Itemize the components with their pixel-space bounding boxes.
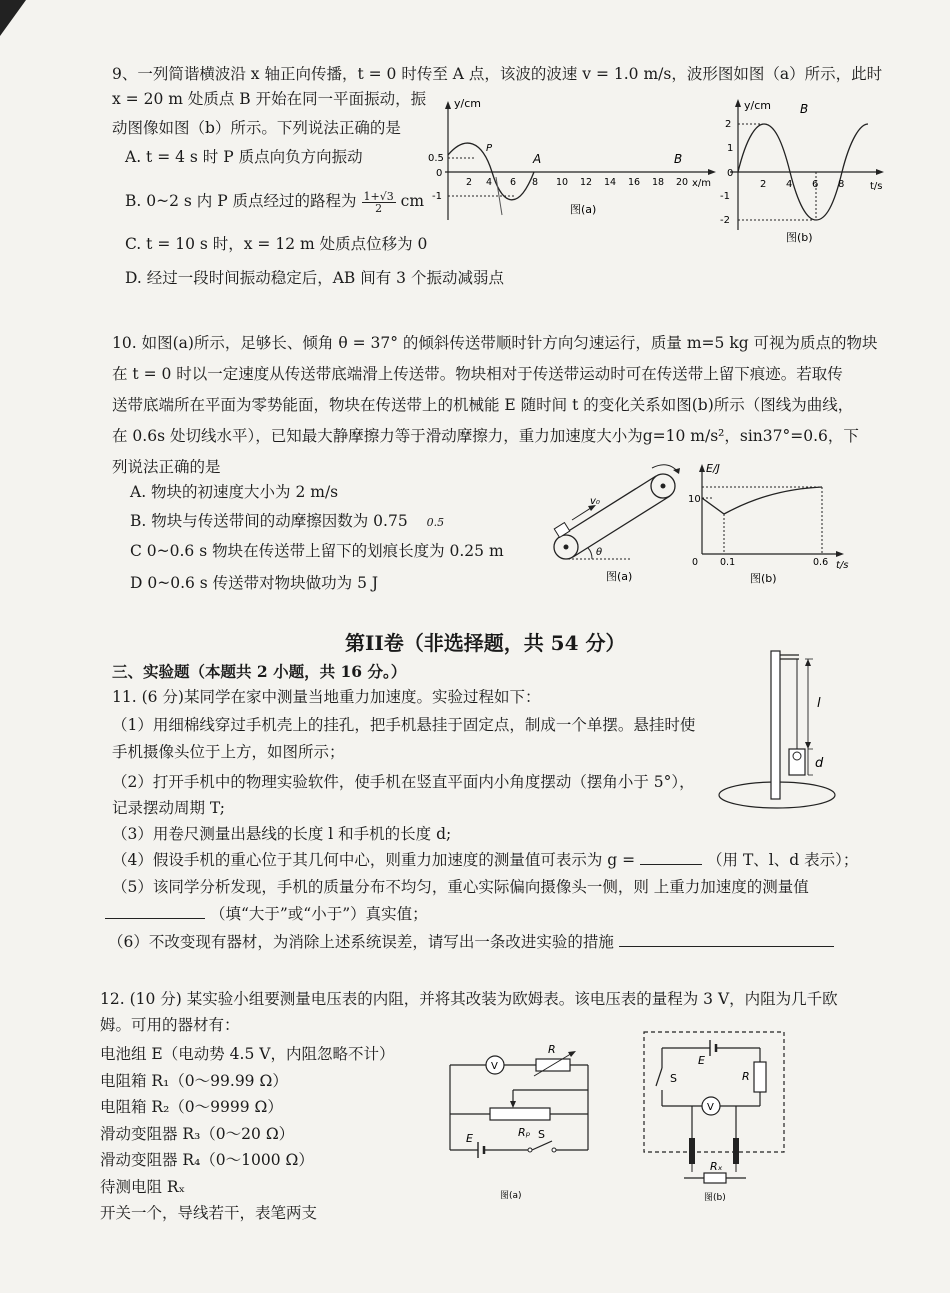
fraction-numerator: 1+√3 — [363, 189, 394, 203]
q10-fig-b-xtick: 0.1 — [720, 557, 736, 568]
q10-option-b-text: B. 物块与传送带间的动摩擦因数为 0.75 — [130, 512, 408, 530]
q9-option-d: D. 经过一段时间振动稳定后，AB 间有 3 个振动减弱点 — [125, 269, 504, 287]
q10-stem-line: 送带底端所在平面为零势能面，物块在传送带上的机械能 E 随时间 t 的变化关系如图(b)所示（图线为曲线， — [112, 396, 854, 414]
fig-b-ytick: -2 — [720, 215, 730, 226]
q11-step1-line1: （1）用细棉线穿过手机壳上的挂孔，把手机悬挂于固定点，制成一个单摆。悬挂时使 — [112, 716, 696, 734]
fig-a-xtick: 4 — [486, 177, 493, 188]
resistor-r-label: R — [548, 1043, 556, 1056]
q11-step1-line2: 手机摄像头位于上方，如图所示； — [112, 743, 345, 761]
q10-fig-b-ylabel: E/J — [706, 462, 720, 475]
q11-step5-line2 — [105, 903, 428, 925]
q10-stem-line: 在 t = 0 时以一定速度从传送带底端滑上传送带。物块相对于传送带运动时可在传送带上留下痕迹。若取传 — [112, 365, 843, 383]
q10-figure-b — [680, 462, 860, 592]
fig-b-curve-label: B — [800, 102, 809, 116]
fig-b-ytick: 2 — [725, 119, 732, 130]
fig-b-xtick: 8 — [838, 179, 845, 190]
fig-a-xtick: 18 — [652, 177, 665, 188]
q10-stem — [112, 328, 878, 483]
q11-step6-text: （6）不改变现有器材，为消除上述系统误差，请写出一条改进实验的措施 — [108, 933, 614, 951]
fig-b-xtick: 2 — [760, 179, 767, 190]
point-b-label: B — [674, 152, 683, 166]
fraction-denominator: 2 — [375, 201, 383, 215]
equipment-item: 滑动变阻器 R₄（0～1000 Ω） — [100, 1151, 314, 1169]
fig-a-xtick: 8 — [532, 177, 539, 188]
battery-b-label: E — [698, 1054, 705, 1067]
q11-step4-text: （4）假设手机的重心位于其几何中心，则重力加速度的测量值可表示为 g = — [112, 851, 636, 869]
fig-a-xtick: 14 — [604, 177, 617, 188]
fig-a-ytick: 0.5 — [428, 153, 444, 164]
q10-fig-b-yval: 10 — [688, 494, 701, 505]
equipment-item: 开关一个，导线若干，表笔两支 — [100, 1204, 318, 1222]
fig-a-xticks — [466, 177, 688, 188]
q10-fig-b-caption: 图(b) — [750, 572, 777, 585]
q11-step6 — [108, 931, 834, 953]
q11-step2-line1: （2）打开手机中的物理实验软件，使手机在竖直平面内小角度摆动（摆角小于 5°）， — [112, 773, 695, 791]
part-two-title: 第II卷（非选择题，共 54 分） — [345, 631, 626, 655]
theta-label: θ — [596, 547, 603, 558]
fig-a-ytick: -1 — [432, 191, 442, 202]
q11-step4-tail: （用 T、l、d 表示）； — [707, 851, 859, 869]
q10-fig-b-xtick: 0 — [692, 557, 699, 568]
q10-stem-line: 10. 如图(a)所示，足够长、倾角 θ = 37° 的倾斜传送带顺时针方向匀速运行，质量 m=5 kg 可视为质点的物块 — [112, 334, 878, 352]
fig-b-ytick: -1 — [720, 191, 730, 202]
equipment-item: 滑动变阻器 R₃（0～20 Ω） — [100, 1124, 295, 1143]
answer-blank-compare[interactable] — [105, 918, 205, 919]
q12-circuit-a — [438, 1038, 608, 1203]
point-p-label: P — [486, 143, 493, 154]
q9-figure-a — [420, 95, 720, 235]
equipment-item: 电阻箱 R₂（0～9999 Ω） — [100, 1098, 283, 1116]
equipment-item: 待测电阻 Rₓ — [100, 1177, 186, 1196]
q9-option-b-fraction — [362, 191, 396, 214]
corner-mark — [0, 0, 30, 40]
q10-stem-line: 列说法正确的是 — [112, 458, 221, 476]
fig-b-xlabel: t/s — [870, 181, 883, 192]
fig-b-yticks — [720, 119, 733, 226]
fig-b-xtick: 6 — [812, 179, 819, 190]
q9-option-b — [125, 190, 424, 214]
q11-head: 11. (6 分)某同学在家中测量当地重力加速度。实验过程如下： — [112, 688, 541, 706]
q10-option-c: C 0~0.6 s 物块在传送带上留下的划痕长度为 0.25 m — [130, 542, 504, 560]
q10-stem-line: 在 0.6s 处切线水平），已知最大静摩擦力等于滑动摩擦力，重力加速度大小为g=10 m/s²，sin37°=0.6，下 — [112, 427, 859, 445]
fig-b-ylabel: y/cm — [744, 99, 771, 112]
fig-a-ytick: 0 — [436, 168, 443, 179]
fig-b-xtick: 4 — [786, 179, 793, 190]
fig-a-yticks — [428, 153, 444, 202]
fig-b-ytick: 1 — [727, 143, 734, 154]
fig-a-xtick: 12 — [580, 177, 593, 188]
switch-b-label: S — [670, 1072, 677, 1085]
fig-a-xtick: 6 — [510, 177, 517, 188]
fig-b-xticks — [760, 179, 844, 190]
q12-head: 12. (10 分) 某实验小组要测量电压表的内阻，并将其改装为欧姆表。该电压表的量程为 3 V，内阻为几千欧 — [100, 990, 838, 1008]
q9-option-c: C. t = 10 s 时，x = 12 m 处质点位移为 0 — [125, 235, 428, 253]
battery-label: E — [466, 1132, 473, 1145]
q12-head-line2: 姆。可用的器材有： — [100, 1016, 240, 1034]
q11-step5-tail: （填“大于”或“小于”）真实值； — [209, 905, 428, 923]
q11-step5-line1: （5）该同学分析发现，手机的质量分布不均匀，重心实际偏向摄像头一侧，则 上重力加速度的测量值 — [112, 878, 809, 896]
q11-pendulum-figure — [715, 645, 855, 815]
fig-a-xtick: 2 — [466, 177, 473, 188]
q9-stem-line3: 动图像如图（b）所示。下列说法正确的是 — [112, 119, 401, 137]
fig-a-xtick: 20 — [676, 177, 689, 188]
q11-step3: （3）用卷尺测量出悬线的长度 l 和手机的长度 d; — [112, 825, 452, 843]
q12-fig-a-caption: 图(a) — [500, 1191, 522, 1201]
fig-a-ylabel: y/cm — [454, 97, 481, 110]
equipment-item: 电池组 E（电动势 4.5 V，内阻忽略不计） — [100, 1045, 395, 1063]
length-l-label: l — [817, 696, 821, 711]
fig-a-caption: 图(a) — [570, 203, 597, 216]
voltmeter-label: V — [491, 1061, 498, 1072]
point-a-label: A — [533, 152, 542, 166]
v0-label: v₀ — [590, 496, 600, 507]
resistor-b-label: R — [742, 1070, 750, 1083]
q9-option-b-unit: cm — [400, 192, 425, 210]
answer-blank-g[interactable] — [640, 864, 702, 865]
voltmeter-b-label: V — [707, 1102, 714, 1113]
q9-option-a: A. t = 4 s 时 P 质点向负方向振动 — [125, 148, 363, 166]
q12-fig-b-caption: 图(b) — [704, 1193, 726, 1203]
q10-option-b — [130, 510, 444, 534]
q12-circuit-b — [640, 1028, 800, 1206]
q10-option-a: A. 物块的初速度大小为 2 m/s — [130, 483, 339, 501]
answer-blank-improve[interactable] — [619, 946, 834, 947]
fig-a-xtick: 10 — [556, 177, 569, 188]
length-d-label: d — [815, 756, 824, 771]
rheostat-label: Rₚ — [518, 1126, 531, 1139]
q10-option-d: D 0~0.6 s 传送带对物块做功为 5 J — [130, 574, 379, 592]
equipment-item: 电阻箱 R₁（0～99.99 Ω） — [100, 1071, 288, 1090]
q9-stem-line1: 9、一列简谐横波沿 x 轴正向传播，t = 0 时传至 A 点，该波的波速 v = 1.0 m/s，波形图如图（a）所示，此时 — [112, 65, 883, 83]
q9-option-b-text: B. 0~2 s 内 P 质点经过的路程为 — [125, 192, 357, 210]
section-three-heading: 三、实验题（本题共 2 小题，共 16 分。） — [112, 662, 407, 681]
q9-stem-line2: x = 20 m 处质点 B 开始在同一平面振动，振 — [112, 90, 427, 108]
switch-label: S — [538, 1128, 545, 1141]
q10-fig-b-xtick: 0.6 — [813, 557, 829, 568]
rx-label: Rₓ — [710, 1160, 723, 1173]
q12-equipment-list — [100, 1041, 394, 1227]
fig-a-xtick: 16 — [628, 177, 641, 188]
q11-step2-line2: 记录摆动周期 T; — [112, 799, 225, 817]
fig-b-caption: 图(b) — [786, 231, 813, 244]
fig-b-ytick: 0 — [727, 168, 734, 179]
q9-figure-b — [712, 95, 892, 250]
handwritten-note: 0.5 — [426, 516, 445, 529]
q11-step4 — [112, 849, 858, 871]
fig-a-xlabel: x/m — [692, 178, 712, 189]
q10-fig-b-xlabel: t/s — [836, 560, 849, 571]
q10-fig-a-caption: 图(a) — [606, 570, 633, 583]
q10-figure-a — [540, 462, 700, 590]
